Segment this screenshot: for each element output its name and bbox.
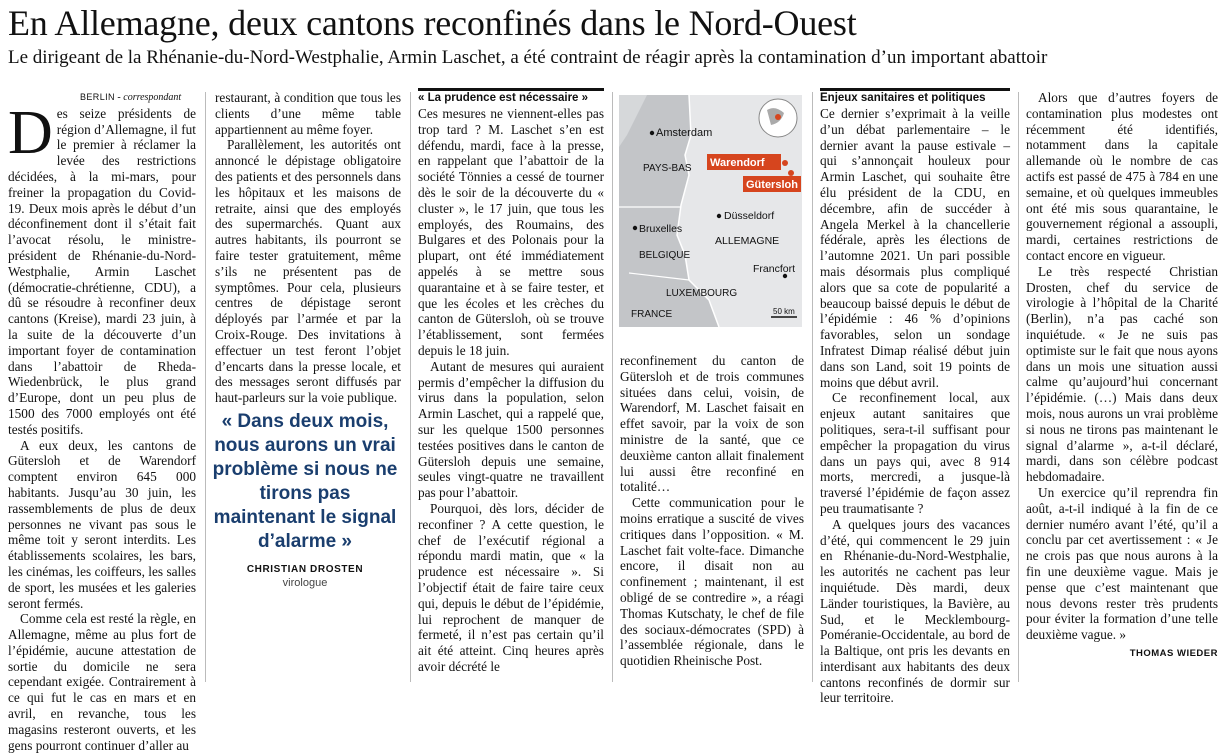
subhead: Le dirigeant de la Rhénanie-du-Nord-Westphalie, Armin Laschet, a été contraint de réagir après la contamination d’un important abattoir [8, 47, 1048, 68]
map-label-bruxelles: Bruxelles [639, 223, 683, 235]
city-dot [633, 226, 637, 230]
gutersloh-dot [788, 170, 794, 176]
paragraph: restaurant, à condition que tous les clients d’une même table appartiennent au même foyer. [215, 90, 401, 137]
map-label-warendorf: Warendorf [710, 157, 765, 169]
map-label-amsterdam: Amsterdam [656, 127, 713, 139]
byline: THOMAS WIEDER [1129, 647, 1218, 659]
paragraph: Ce reconfinement local, aux enjeux autant sanitaires que politiques, sera-t-il suffisant pour empêcher la propagation du virus dans un pays qui, avec 8 914 morts, mercredi, a jusque-là traversé l’épidémie de façon assez peu traumatisante ? [820, 390, 1010, 516]
paragraph: Un exercice qu’il reprendra fin août, a-t-il indiqué à la fin de ce dernier numéro avant l’été, qu’il a conclu par cet avertissement : « Je ne crois pas que nous aurons à la fin une deuxième vague. Mais je pense que c’est maintenant que nous devons rester très prudents pour éviter la formation d’une telle deuxième vague. » [1026, 484, 1218, 643]
intertitle: « La prudence est nécessaire » [418, 92, 589, 104]
paragraph: Pourquoi, dès lors, décider de reconfiner ? A cette question, le chef de l’exécutif régional a répondu mardi matin, que « la prudence est nécessaire ». Si l’objectif était de faire taire ceux qui, depuis le début de l’épidémie, lui reprochent de manquer de fermeté, il n’est pas certain qu’il ait été atteint. Cinq heures après avoir décrété le [418, 500, 604, 674]
quote-author: CHRISTIAN DROSTEN [246, 564, 364, 575]
paragraph: reconfinement du canton de Gütersloh et de trois communes situées dans celui, voisin, de Warendorf, M. Laschet faisait en effet savoir, par la voix de son ministre de la santé, que ce deuxième canton allait finalement lui aussi être reconfiné en totalité… [620, 353, 804, 495]
paragraph: Ces mesures ne viennent-elles pas trop tard ? M. Laschet s’en est défendu, mardi, face à la presse, en rappelant que l’abattoir de la société Tönnies a cessé de tourner dès le soir de la découverte du « cluster », le 17 juin, que tous les employés, des Roumains, des Bulgares et des Polonais pour la plupart, ont été immédiatement appelés à se mettre sous quarantaine et à se faire tester, et que les écoles et les crèches du canton de Gütersloh, où se trouve l’établissement, sont fermées depuis le 18 juin. [418, 106, 604, 358]
paragraph: Ce dernier s’exprimait à la veille d’un débat parlementaire – le dernier avant la pause estivale – qui s’annonçait houleux pour Armin Laschet, qui souhaite être élu président de la CDU, en décembre, afin de succéder à Angela Merkel à la chancellerie fédérale, après les élections de l’automne 2021. Un pari possible mais désormais plus compliqué alors que sa cote de popularité a beaucoup baissé depuis le début de l’épidémie : 46 % d’opinions favorables, selon un sondage Infratest Dimap réalisé début juin dans son Land, soit 19 points de moins que début avril. [820, 106, 1010, 390]
paragraph: A eux deux, les cantons de Gütersloh et de Warendorf comptent environ 645 000 habitants. Jusqu’au 30 juin, les rassemblements de plus de deux personnes ne vivant pas sous le même toit y seront interdits. Les établissements scolaires, les bars, les cinémas, les coiffeurs, les salles de sport, les musées et les galeries seront fermés. [8, 437, 196, 611]
column-4 [620, 353, 804, 688]
column-rule [612, 92, 613, 682]
map-label-gutersloh: Gütersloh [746, 179, 798, 191]
city-dot [717, 214, 721, 218]
column-rule [410, 92, 411, 682]
pull-quote [210, 410, 400, 589]
column-rule [1018, 92, 1019, 682]
headline: En Allemagne, deux cantons reconfinés dans le Nord-Ouest [8, 3, 857, 43]
map-label-belgique: BELGIQUE [639, 250, 691, 261]
intertitle: Enjeux sanitaires et politiques [820, 92, 986, 104]
map-label-paysbas: PAYS-BAS [643, 163, 692, 174]
city-dot [650, 131, 654, 135]
map-label-france: FRANCE [631, 309, 673, 320]
map-label-luxembourg: LUXEMBOURG [666, 288, 738, 299]
map-label-scale: 50 km [773, 307, 795, 316]
paragraph: Alors que d’autres foyers de contamination plus modestes ont récemment été identifiés, notamment dans la capitale allemande où le nombre de cas actifs est passé de 475 à 784 en une semaine, et où quelques immeubles ont été mis sous quarantaine, le gouvernement régional a assoupli, mardi, certaines restrictions de contact encore en vigueur. [1026, 90, 1218, 263]
map-figure [619, 95, 802, 327]
paragraph: Parallèlement, les autorités ont annoncé le dépistage obligatoire des patients et des personnels dans les hôpitaux et les maisons de retraite, ainsi que des employés des supermarchés. Quant aux autres habitants, ils pourront se faire tester gratuitement, même s’ils ne présentent pas de symptômes. Pour cela, plusieurs centres de dépistage seront déployés par l’armée et par la Croix-Rouge. Des invitations à effectuer un test feront l’objet d’encarts dans la presse locale, et des messages seront diffusés par haut-parleurs sur la voie publique. [215, 137, 401, 406]
map-label-dusseldorf: Düsseldorf [724, 210, 775, 222]
quote-text: « Dans deux mois, nous aurons un vrai problème si nous ne tirons pas maintenant le signal d’alarme » [212, 411, 398, 552]
map [619, 95, 802, 327]
paragraph: Le très respecté Christian Drosten, chef du service de virologie à l’hôpital de la Charité (Berlin), n’a pas caché son inquiétude. « Je ne suis pas optimiste sur le fait que nous ayons dans un mois une situation aussi calme qu’aujourd’hui concernant l’épidémie. (…) Mais dans deux mois, nous aurons un vrai problème si nous ne tirons pas maintenant le signal d’alarme », a-t-il déclaré, mardi, dans son célèbre podcast hebdomadaire. [1026, 263, 1218, 485]
column-rule [812, 92, 813, 682]
warendorf-dot [782, 160, 788, 166]
quote-role: virologue [282, 577, 328, 589]
map-label-francfort: Francfort [753, 263, 796, 275]
column-5 [820, 88, 1010, 706]
paragraph: Autant de mesures qui auraient permis d’empêcher la diffusion du virus dans la population, selon Armin Laschet, qui a rappelé que, sur les quelque 1500 personnes testées positives dans le canton de Gütersloh depuis une semaine, seules vingt-quatre ne travaillent pas pour l’abattoir. [418, 358, 604, 501]
paragraph: Des seize présidents de région d’Allemagne, il fut le premier à réclamer la levée des restrictions décidées, à la mi-mars, pour freiner la propagation du Covid-19. Deux mois après le début d’un déconfinement dont il s’était fait l’avocat résolu, le ministre-président de Rhénanie-du-Nord-Westphalie, Armin Laschet (démocratie-chrétienne, CDU), a dû se résoudre à reconfiner deux cantons (Kreise), mardi 23 juin, à la suite de la découverte d’un important foyer de contamination dans l’abattoir de Rheda-Wiedenbrück, le plus grand d’Europe, dont un peu plus de 1500 des 7000 employés ont été testés positifs. [8, 98, 196, 437]
map-label-allemagne: ALLEMAGNE [715, 235, 780, 247]
column-2 [215, 90, 401, 406]
column-3 [418, 88, 604, 688]
column-1 [8, 90, 196, 753]
column-rule [205, 92, 206, 682]
dropcap: D [8, 98, 53, 167]
paragraph: Comme cela est resté la règle, en Allemagne, même au plus fort de l’épidémie, aucune attestation de sortie du domicile ne sera cependant exigée. Contrairement à ce qui fut le cas en mars et en avril, en revanche, tous les magasins resteront ouverts, et les gens pourront continuer d’aller au [8, 611, 196, 753]
dateline: BERLIN - correspondant [80, 92, 182, 103]
paragraph: A quelques jours des vacances d’été, qui commencent le 29 juin en Rhénanie-du-Nord-Westphalie, les autorités ne cachent pas leur inquiétude. Dès mardi, deux Länder touristiques, la Bavière, au Sud, et le Mecklembourg-Poméranie-Occidentale, au bord de la Baltique, ont pris les devants en interdisant aux habitants des deux cantons reconfinés de dormir sur leur territoire. [820, 516, 1010, 706]
column-6 [1026, 90, 1218, 688]
paragraph: Cette communication pour le moins erratique a suscité de vives critiques dans l’opposition. « M. Laschet fait volte-face. Dimanche encore, il disait non au confinement ; maintenant, il est obligé de se contredire », a réagi Thomas Kutschaty, le chef de file des sociaux-démocrates (SPD) à l’assemblée régionale, dans le quotidien Rheinische Post. [620, 495, 804, 669]
